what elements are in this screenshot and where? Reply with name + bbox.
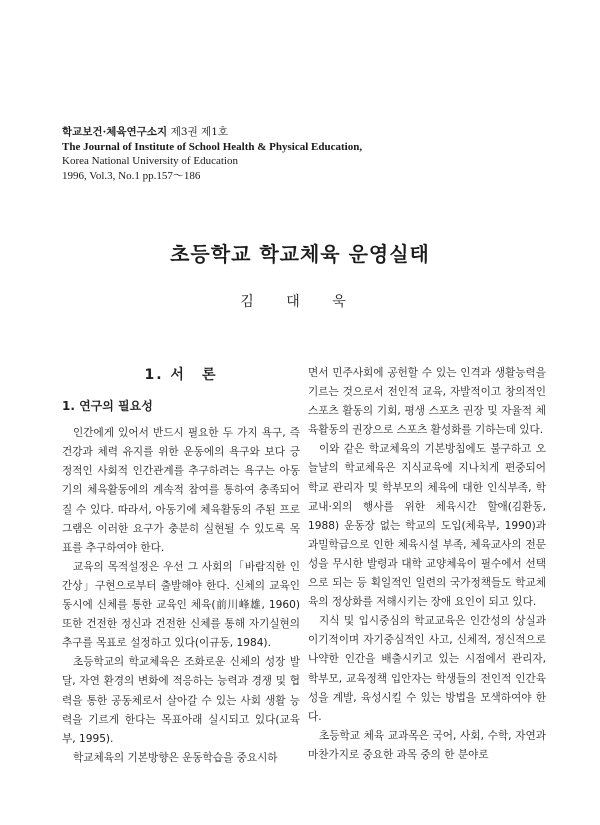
journal-header [62, 125, 542, 183]
body-paragraph: 인간에게 있어서 반드시 필요한 두 가지 욕구, 즉 건강과 체력 유지를 위한 운동에의 욕구와 보다 긍정적인 사회적 인간관계를 추구하려는 욕구는 아동기의 체육활동에의 계속적 참여를 통하여 충족되어질 수 있다. 따라서, 아동기에 체육활동의 주된 프로그램은 이러한 요구가 충분히 실현될 수 있도록 목표를 추구하여야 한다. [62, 427, 300, 554]
journal-english-name: The Journal of Institute of School Health & Physical Education, [62, 140, 363, 153]
journal-volume-issue: 제3권 제1호 [170, 126, 229, 138]
journal-citation: 1996, Vol.3, No.1 pp.157～186 [62, 169, 201, 182]
right-column [308, 364, 546, 765]
body-paragraph: 이와 같은 학교체육의 기본방침에도 불구하고 오늘날의 학교체육은 지식교육에 지나치게 편중되어 학교 관리자 및 학부모의 체육에 대한 인식부족, 학교내·외의 행사를 위한 체육시간 할애(김환동, 1988) 운동장 없는 학교의 도입(체육부, 1990)과 과밀학급으로 인한 체육시설 부족, 체육교사의 전문성을 무시한 발령과 대학 교양체육이 필수에서 선택으로 되는 등 획일적인 일련의 국가정책들도 학교체육의 정상화를 저해시키는 장애 요인이 되고 있다. [308, 443, 546, 609]
body-paragraph: 초등학교 체육 교과목은 국어, 사회, 수학, 자연과 마찬가지로 중요한 과목 중의 한 분야로 [308, 729, 546, 761]
left-column [62, 360, 300, 768]
paper-title: 초등학교 학교체육 운영실태 [170, 242, 430, 266]
body-paragraph: 면서 민주사회에 공헌할 수 있는 인격과 생활능력을 기르는 것으로서 전인적 교육, 자발적이고 창의적인 스포츠 활동의 기회, 평생 스포츠 권장 및 자율적 체육활동의 권장으로 스포츠 활성화를 기하는데 있다. [308, 367, 546, 437]
section-heading: 1. 서 론 [144, 367, 218, 383]
body-paragraph: 지식 및 입시중심의 학교교육은 인간성의 상실과 이기적이며 자기중심적인 사고, 신체적, 정신적으로 나약한 인간을 배출시키고 있는 시점에서 관리자, 학부모, 교육정책 입안자는 학생들의 전인적 인간육성을 계발, 육성시킬 수 있는 방법을 모색하여야 한다. [308, 615, 546, 723]
journal-korean-line [62, 125, 542, 140]
body-paragraph: 초등학교의 학교체육은 조화로운 신체의 성장 발달, 자연 환경의 변화에 적응하는 능력과 경쟁 및 협력을 통한 공동체로서 살아갈 수 있는 사회 생활 능력을 기르게 한다는 목표아래 실시되고 있다(교육부, 1995). [62, 656, 300, 745]
journal-korean-name: 학교보건·체육연구소지 [62, 126, 168, 138]
body-paragraph: 교육의 목적설정은 우선 그 사회의「바람직한 인간상」구현으로부터 출발해야 한다. 신체의 교육인 동시에 신체를 통한 교육인 체육(前川峰雄, 1960) 또한 건전한 정신과 건전한 신체를 통해 자기실현의 추구를 목표로 설정하고 있다(이규동, 1984). [62, 560, 300, 650]
subsection-heading: 1. 연구의 필요성 [62, 399, 153, 414]
body-paragraph: 학교체육의 기본방향은 운동학습을 중요시하 [73, 751, 278, 764]
journal-university: Korea National University of Education [62, 155, 238, 167]
paper-author: 김 대 욱 [240, 294, 360, 310]
